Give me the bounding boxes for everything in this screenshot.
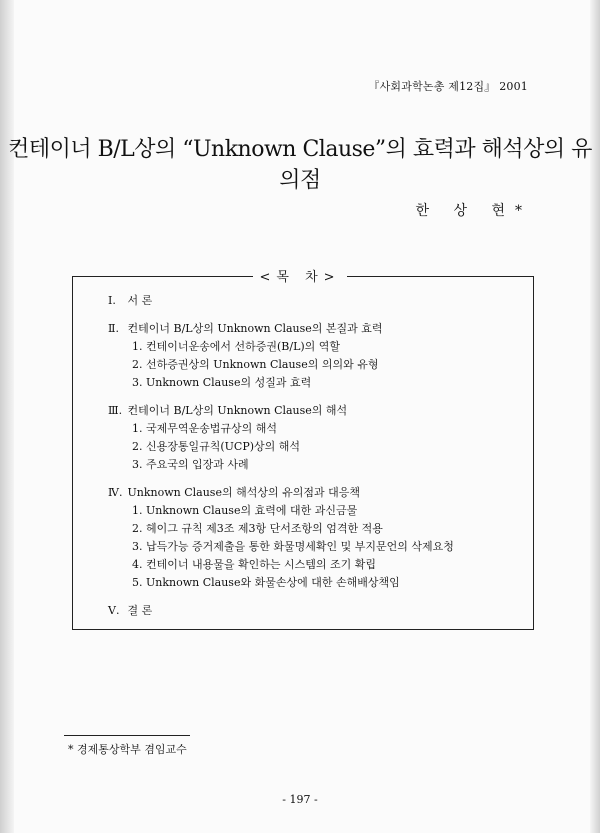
toc-subitem: 1. 국제무역운송법규상의 해석 xyxy=(132,422,277,435)
toc-subitem: 3. 납득가능 증거제출을 통한 화물명세확인 및 부지문언의 삭제요청 xyxy=(132,540,454,553)
section-title-text: 컨테이너 B/L상의 Unknown Clause의 본질과 효력 xyxy=(127,322,383,335)
toc-subitem: 3. 주요국의 입장과 사례 xyxy=(132,458,249,471)
toc-heading-label: 목 차 xyxy=(276,270,324,285)
toc-section-title xyxy=(108,292,528,310)
toc-subitem: 2. 신용장통일규칙(UCP)상의 해석 xyxy=(132,440,301,453)
toc-section xyxy=(108,320,528,392)
journal-citation: 『사회과학논총 제12집』 2001 xyxy=(368,80,528,93)
page-edge-shadow xyxy=(0,0,14,833)
toc-section xyxy=(108,402,528,474)
toc-subitem: 5. Unknown Clause와 화물손상에 대한 손해배상책임 xyxy=(132,576,400,589)
page-edge-shadow xyxy=(590,0,600,833)
footnote: * 경제통상학부 겸임교수 xyxy=(68,743,187,756)
section-numeral: Ⅴ. xyxy=(108,604,120,617)
toc-subitem: 2. 선하증권상의 Unknown Clause의 의의와 유형 xyxy=(132,358,379,371)
toc-section-title xyxy=(108,484,528,502)
toc-section xyxy=(108,602,528,620)
toc-section-title xyxy=(108,602,528,620)
toc-section-title xyxy=(108,402,528,420)
footnote-divider xyxy=(64,735,190,736)
section-title-text: 서 론 xyxy=(127,294,153,307)
section-title-text: 결 론 xyxy=(127,604,153,617)
toc-subitem: 1. 컨테이너운송에서 선하증권(B/L)의 역할 xyxy=(132,340,341,353)
section-title-text: Unknown Clause의 해석상의 유의점과 대응책 xyxy=(127,486,360,499)
page-number: - 197 - xyxy=(282,793,318,806)
section-title-text: 컨테이너 B/L상의 Unknown Clause의 해석 xyxy=(127,404,348,417)
toc-subitem: 3. Unknown Clause의 성질과 효력 xyxy=(132,376,312,389)
section-numeral: Ⅰ. xyxy=(108,294,116,307)
toc-section-title xyxy=(108,320,528,338)
toc-subitem: 2. 헤이그 규칙 제3조 제3항 단서조항의 엄격한 적용 xyxy=(132,522,383,535)
section-numeral: Ⅱ. xyxy=(108,322,119,335)
toc-section xyxy=(108,292,528,310)
paper-title: 컨테이너 B/L상의 “Unknown Clause”의 효력과 해석상의 유의점 xyxy=(8,137,592,193)
toc-section xyxy=(108,484,528,592)
author-name: 한 상 현* xyxy=(415,203,532,219)
section-numeral: Ⅳ. xyxy=(108,486,123,499)
table-of-contents xyxy=(108,292,528,630)
toc-heading: <목 차> xyxy=(0,266,600,285)
toc-subitem: 1. Unknown Clause의 효력에 대한 과신금물 xyxy=(132,504,358,517)
section-numeral: Ⅲ. xyxy=(108,404,123,417)
toc-subitem: 4. 컨테이너 내용물을 확인하는 시스템의 조기 확립 xyxy=(132,558,376,571)
